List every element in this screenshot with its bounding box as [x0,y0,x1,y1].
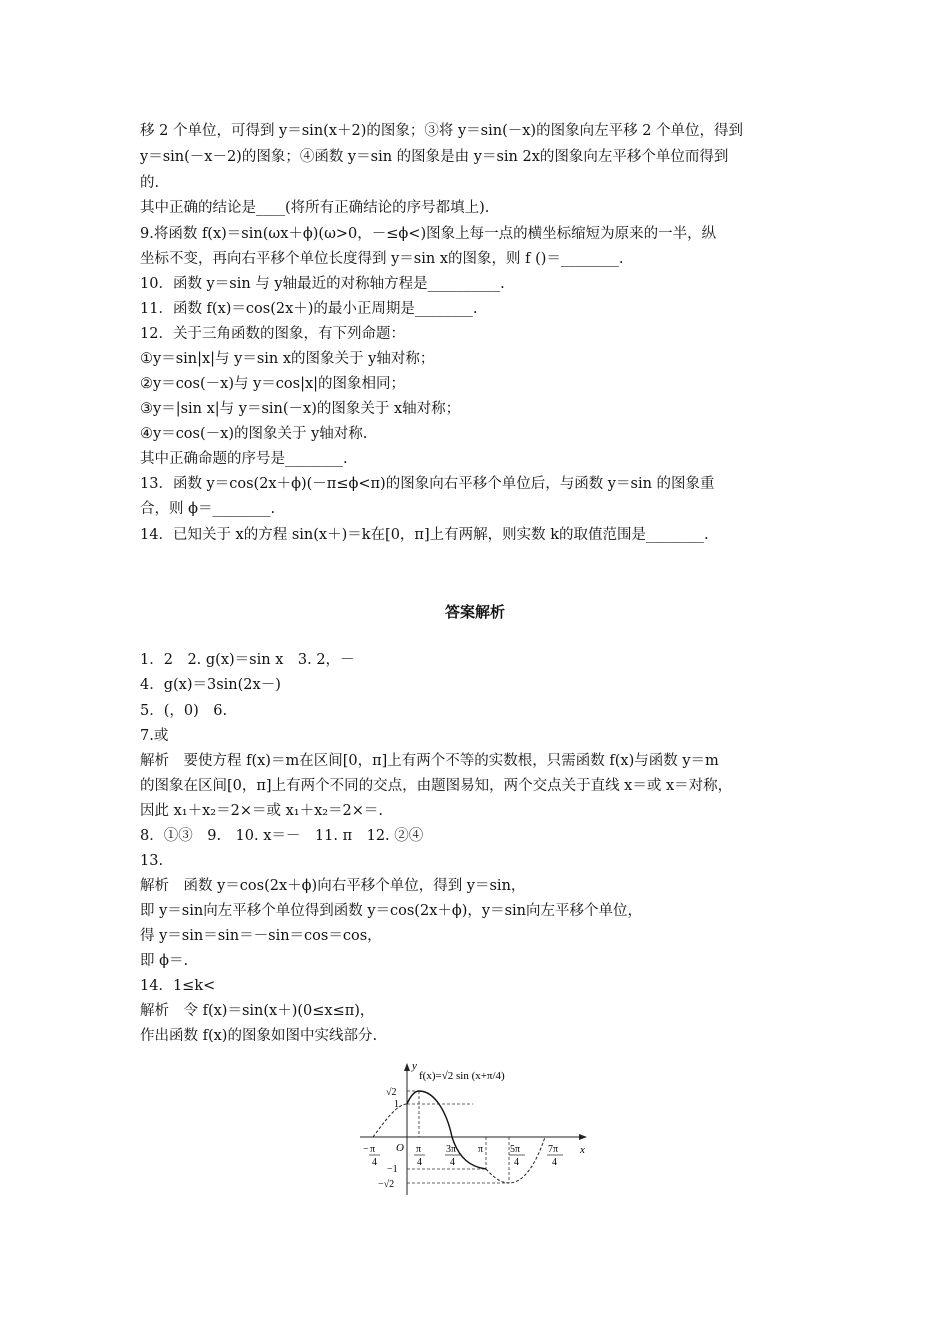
x-tick-5pi4-den: 4 [514,1157,519,1168]
answer-heading: 答案解析 [444,603,505,621]
answer-line: 的图象在区间[0，π]上有两个不同的交点，由题图易知，两个交点关于直线 x＝或 x＝对称， [140,778,733,794]
answer-line: 因此 x₁＋x₂＝2×＝或 x₁＋x₂＝2×＝. [140,803,384,819]
y-axis-arrow [404,1063,410,1071]
answer-line: 作出函数 f(x)的图象如图中实线部分. [140,1028,378,1044]
answer-line: 即 ϕ＝. [140,953,189,969]
origin-label: O [396,1142,404,1154]
question-line: 的. [140,175,160,191]
x-axis-arrow [579,1134,587,1140]
answer-line: 14．1≤k< [140,978,216,994]
answer-line: 解析 令 f(x)＝sin(x＋)(0≤x≤π)， [140,1003,375,1019]
question-line: 合，则 ϕ＝________. [140,501,276,517]
question-line: 11．函数 f(x)＝cos(2x＋)的最小正周期是________. [140,301,478,317]
question-line: 12．关于三角函数的图象，有下列命题： [140,326,405,342]
question-line: 13．函数 y＝cos(2x＋ϕ)(－π≤ϕ<π)的图象向右平移个单位后，与函数 y＝sin 的图象重 [140,476,715,492]
question-line: 移 2 个单位，可得到 y＝sin(x＋2)的图象；③将 y＝sin(－x)的图象向左平移 2 个单位，得到 [140,123,744,139]
answer-line: 即 y＝sin向左平移个单位得到函数 y＝cos(2x＋ϕ)，y＝sin向左平移个单位， [140,903,643,919]
x-tick-neg-pi4-num: π [370,1144,376,1155]
question-line: 14．已知关于 x的方程 sin(x＋)＝k在[0，π]上有两解，则实数 k的取值范围是________. [140,527,709,543]
question-line: 9.将函数 f(x)＝sin(ωx＋ϕ)(ω>0，－≤ϕ<)图象上每一点的横坐标缩短为原来的一半，纵 [140,226,717,242]
x-axis-label: x [580,1144,585,1156]
x-tick-3pi4-den: 4 [450,1157,455,1168]
x-tick-neg-sign: − [363,1144,369,1155]
x-tick-7pi4-den: 4 [552,1157,557,1168]
x-tick-neg-pi4-den: 4 [372,1157,377,1168]
question-line: y＝sin(－x－2)的图象；④函数 y＝sin 的图象是由 y＝sin 2x的图象向左平移个单位而得到 [140,149,729,165]
function-label: f(x)=√2 sin (x+π/4) [419,1070,505,1082]
y-axis-label: y [412,1060,417,1072]
answer-line: 4．g(x)＝3sin(2x－) [140,677,281,693]
curve-dashed-left [373,1104,407,1137]
question-line: 10．函数 y＝sin 与 y轴最近的对称轴方程是__________. [140,276,505,292]
answer-line: 得 y＝sin＝sin＝－sin＝cos＝cos， [140,928,382,944]
question-line: 其中正确命题的序号是________. [140,451,348,467]
y-tick-1: 1 [394,1099,399,1110]
question-line: 坐标不变，再向右平移个单位长度得到 y＝sin x的图象，则 f ()＝________. [140,251,624,267]
y-tick-neg1: −1 [387,1164,398,1175]
question-line: 其中正确的结论是____(将所有正确结论的序号都填上). [140,200,490,216]
answer-line: 解析 要使方程 f(x)＝m在区间[0，π]上有两个不等的实数根，只需函数 f(x)与函数 y＝m [140,753,719,769]
question-line: ④y＝cos(－x)的图象关于 y轴对称. [140,426,368,442]
question-line: ①y＝sin|x|与 y＝sin x的图象关于 y轴对称； [140,351,435,367]
answer-line: 7.或 [140,728,169,744]
x-tick-7pi4-num: 7π [548,1144,559,1155]
x-tick-pi4-den: 4 [417,1157,422,1168]
answer-line: 1．2 2. g(x)＝sin x 3. 2，－ [140,652,355,668]
answer-line: 13. [140,853,164,869]
y-tick-sqrt2: √2 [386,1087,397,1098]
x-tick-3pi4-num: 3π [446,1144,457,1155]
y-tick-neg-sqrt2: −√2 [378,1179,395,1190]
answer-line: 解析 函数 y＝cos(2x＋ϕ)向右平移个单位，得到 y＝sin， [140,878,526,894]
question-line: ②y＝cos(－x)与 y＝cos|x|的图象相同； [140,376,406,392]
x-tick-5pi4-num: 5π [510,1144,521,1155]
answer-line: 8．①③ 9. 10. x＝－ 11. π 12. ②④ [140,828,424,844]
answer-line: 5．(，0) 6. [140,703,228,719]
sine-function-graph [355,1055,595,1200]
x-tick-pi: π [478,1144,484,1155]
x-tick-pi4-num: π [416,1144,422,1155]
question-line: ③y＝|sin x|与 y＝sin(－x)的图象关于 x轴对称； [140,401,461,417]
